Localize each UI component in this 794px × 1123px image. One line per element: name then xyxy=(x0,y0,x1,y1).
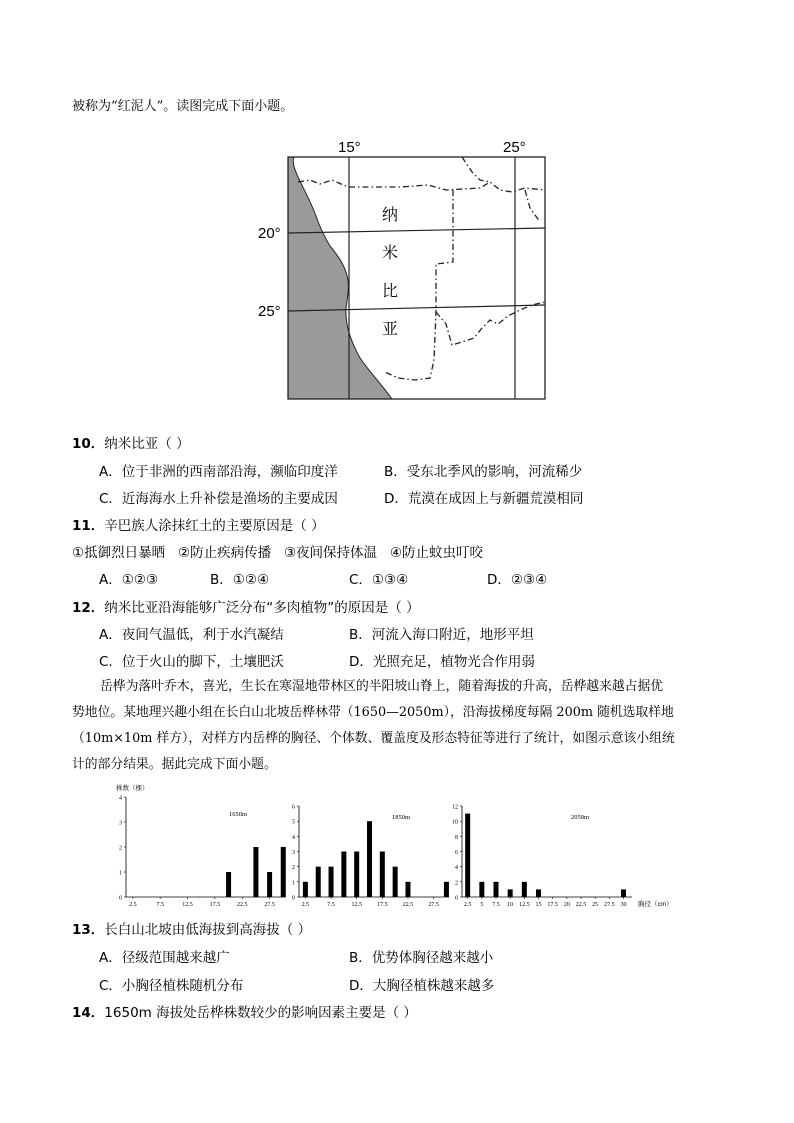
q11-text: 辛巴族人涂抹红土的主要原因是（ ） xyxy=(104,518,325,534)
q10-option-b: B．受东北季风的影响，河流稀少 xyxy=(384,464,583,480)
chart-1850m xyxy=(285,798,455,912)
q13-option-a: A．径级范围越来越广 xyxy=(99,950,230,966)
q12-option-a: A．夜间气温低，利于水汽凝结 xyxy=(99,627,284,643)
bar xyxy=(380,852,385,898)
x-tick-label: 15 xyxy=(535,902,542,908)
x-tick-label: 27.5 xyxy=(604,902,615,908)
x-tick-label: 17.5 xyxy=(547,902,558,908)
passage-line-3: （10m×10m 样方），对样方内岳桦的胸径、个体数、覆盖度及形态特征等进行了统计，如图示意该小组统 xyxy=(72,731,675,746)
passage-line-2: 势地位。某地理兴趣小组在长白山北坡岳桦林带（1650—2050m），沿海拔梯度每隔 200m 随机选取样地 xyxy=(72,705,674,720)
intro-text: 被称为“红泥人”。读图完成下面小题。 xyxy=(72,99,294,114)
x-tick-label: 17.5 xyxy=(209,902,221,908)
x-tick-label: 2.5 xyxy=(463,902,472,908)
y-tick-label: 6 xyxy=(292,804,295,811)
bar xyxy=(316,867,321,897)
x-tick-label: 2.5 xyxy=(301,902,310,908)
bar xyxy=(522,882,527,897)
y-tick-label: 2 xyxy=(455,880,458,887)
q10-option-c: C．近海海水上升补偿是渔场的主要成因 xyxy=(99,491,338,507)
x-tick-label: 25 xyxy=(592,902,599,908)
north-border xyxy=(298,180,545,192)
south-border xyxy=(436,302,545,345)
q13-option-c: C．小胸径植株随机分布 xyxy=(99,978,244,994)
bar xyxy=(465,814,470,897)
x-tick-label: 5 xyxy=(480,902,484,908)
bar xyxy=(508,889,513,897)
y-tick-label: 6 xyxy=(455,850,458,856)
q12-text: 纳米比亚沿海能够广泛分布“多肉植物”的原因是（ ） xyxy=(104,600,420,616)
northeast-border xyxy=(462,157,490,182)
y-tick-label: 0 xyxy=(455,895,458,902)
chart-1650m xyxy=(108,782,290,912)
q12-stem xyxy=(72,596,420,616)
q10-option-d: D．荒漠在成因上与新疆荒漠相同 xyxy=(384,491,584,507)
y-tick-label: 4 xyxy=(292,834,295,841)
q13-stem xyxy=(72,918,311,938)
chart-2050m xyxy=(448,795,710,912)
y-tick-label: 1 xyxy=(292,880,295,887)
q11-number: 11． xyxy=(72,518,105,534)
q14-number: 14． xyxy=(72,1005,105,1021)
q14-text: 1650m 海拔处岳桦株数较少的影响因素主要是（ ） xyxy=(104,1005,417,1021)
country-char-4: 亚 xyxy=(382,321,399,338)
bar xyxy=(226,872,231,897)
q13-text: 长白山北坡由低海拔到高海拔（ ） xyxy=(104,922,312,938)
x-tick-label: 7.5 xyxy=(156,902,164,908)
bar xyxy=(329,867,334,897)
x-axis-label: 胸径（cm） xyxy=(638,901,673,908)
x-tick-label: 7.5 xyxy=(492,902,500,908)
q11-option-c: C．①③④ xyxy=(349,572,409,588)
q12-option-d: D．光照充足，植物光合作用弱 xyxy=(349,654,535,670)
y-tick-label: 5 xyxy=(292,819,295,826)
y-tick-label: 3 xyxy=(119,820,122,827)
bar xyxy=(621,889,626,897)
bar xyxy=(494,882,499,897)
passage-line-4: 计的部分结果。据此完成下面小题。 xyxy=(72,757,277,772)
y-axis-label: 株数（棵） xyxy=(116,785,149,792)
q11-stem xyxy=(72,514,325,534)
q11-option-d: D．②③④ xyxy=(487,572,548,588)
x-tick-label: 27.5 xyxy=(264,902,275,908)
ocean-area xyxy=(288,157,392,399)
y-tick-label: 2 xyxy=(119,845,122,852)
chart-title: 2050m xyxy=(570,814,590,821)
q13-number: 13． xyxy=(72,922,105,938)
x-tick-label: 2.5 xyxy=(129,902,137,908)
country-char-1: 纳 xyxy=(382,207,399,224)
q10-number: 10． xyxy=(72,436,105,452)
bar xyxy=(536,889,541,897)
country-char-2: 米 xyxy=(382,245,399,262)
q14-stem xyxy=(72,1001,417,1021)
y-tick-label: 4 xyxy=(119,795,122,802)
q10-text: 纳米比亚（ ） xyxy=(104,436,190,452)
y-tick-label: 3 xyxy=(292,850,295,856)
y-tick-label: 0 xyxy=(119,895,122,902)
bar xyxy=(479,882,484,897)
chart-title: 1650m xyxy=(228,811,248,818)
q10-option-a: A．位于非洲的西南部沿海，濒临印度洋 xyxy=(99,464,338,480)
bar xyxy=(341,852,346,898)
x-tick-label: 22.5 xyxy=(402,902,414,908)
x-tick-label: 12.5 xyxy=(351,902,362,908)
x-tick-label: 12.5 xyxy=(519,902,530,908)
country-char-3: 比 xyxy=(382,283,399,300)
y-tick-label: 12 xyxy=(452,804,458,811)
y-tick-label: 8 xyxy=(455,834,458,841)
x-tick-label: 30 xyxy=(620,902,627,908)
q13-option-d: D．大胸径植株越来越多 xyxy=(349,978,495,994)
q11-items: ①抵御烈日暴晒 ②防止疾病传播 ③夜间保持体温 ④防止蚊虫叮咬 xyxy=(72,545,484,561)
bar xyxy=(367,821,372,897)
q12-option-c: C．位于火山的脚下，土壤肥沃 xyxy=(99,654,284,670)
x-tick-label: 17.5 xyxy=(377,902,388,908)
x-tick-label: 22.5 xyxy=(575,902,587,908)
y-tick-label: 10 xyxy=(452,819,458,826)
y-tick-label: 1 xyxy=(119,870,122,877)
bar xyxy=(405,882,410,897)
lon-label-25: 25° xyxy=(503,139,526,156)
x-tick-label: 22.5 xyxy=(236,902,248,908)
x-tick-label: 10 xyxy=(507,902,514,908)
bar xyxy=(354,852,359,898)
x-tick-label: 20 xyxy=(563,902,570,908)
q12-option-b: B．河流入海口附近，地形平坦 xyxy=(349,627,534,643)
y-tick-label: 2 xyxy=(292,865,295,872)
x-tick-label: 27.5 xyxy=(428,902,439,908)
y-tick-label: 0 xyxy=(292,895,295,902)
map-frame xyxy=(288,157,545,399)
lat-label-20: 20° xyxy=(258,225,281,242)
x-tick-label: 7.5 xyxy=(327,902,335,908)
q10-stem xyxy=(72,432,190,452)
chart-title: 1850m xyxy=(391,814,411,821)
x-tick-label: 12.5 xyxy=(182,902,193,908)
caprivi-border xyxy=(525,190,540,222)
bar xyxy=(303,882,308,897)
q11-option-b: B．①②④ xyxy=(210,572,270,588)
q13-option-b: B．优势体胸径越来越小 xyxy=(349,950,494,966)
bar xyxy=(393,867,398,897)
q11-option-a: A．①②③ xyxy=(99,572,159,588)
y-tick-label: 4 xyxy=(455,865,458,872)
namibia-map xyxy=(250,130,560,405)
bar xyxy=(253,847,258,897)
q12-number: 12． xyxy=(72,600,105,616)
bar xyxy=(267,872,272,897)
passage-line-1: 岳桦为落叶乔木，喜光，生长在寒湿地带林区的半阳坡山脊上，随着海拔的升高，岳桦越来越占据优 xyxy=(100,679,664,694)
lon-label-15: 15° xyxy=(338,139,361,156)
lat-label-25: 25° xyxy=(258,303,281,320)
